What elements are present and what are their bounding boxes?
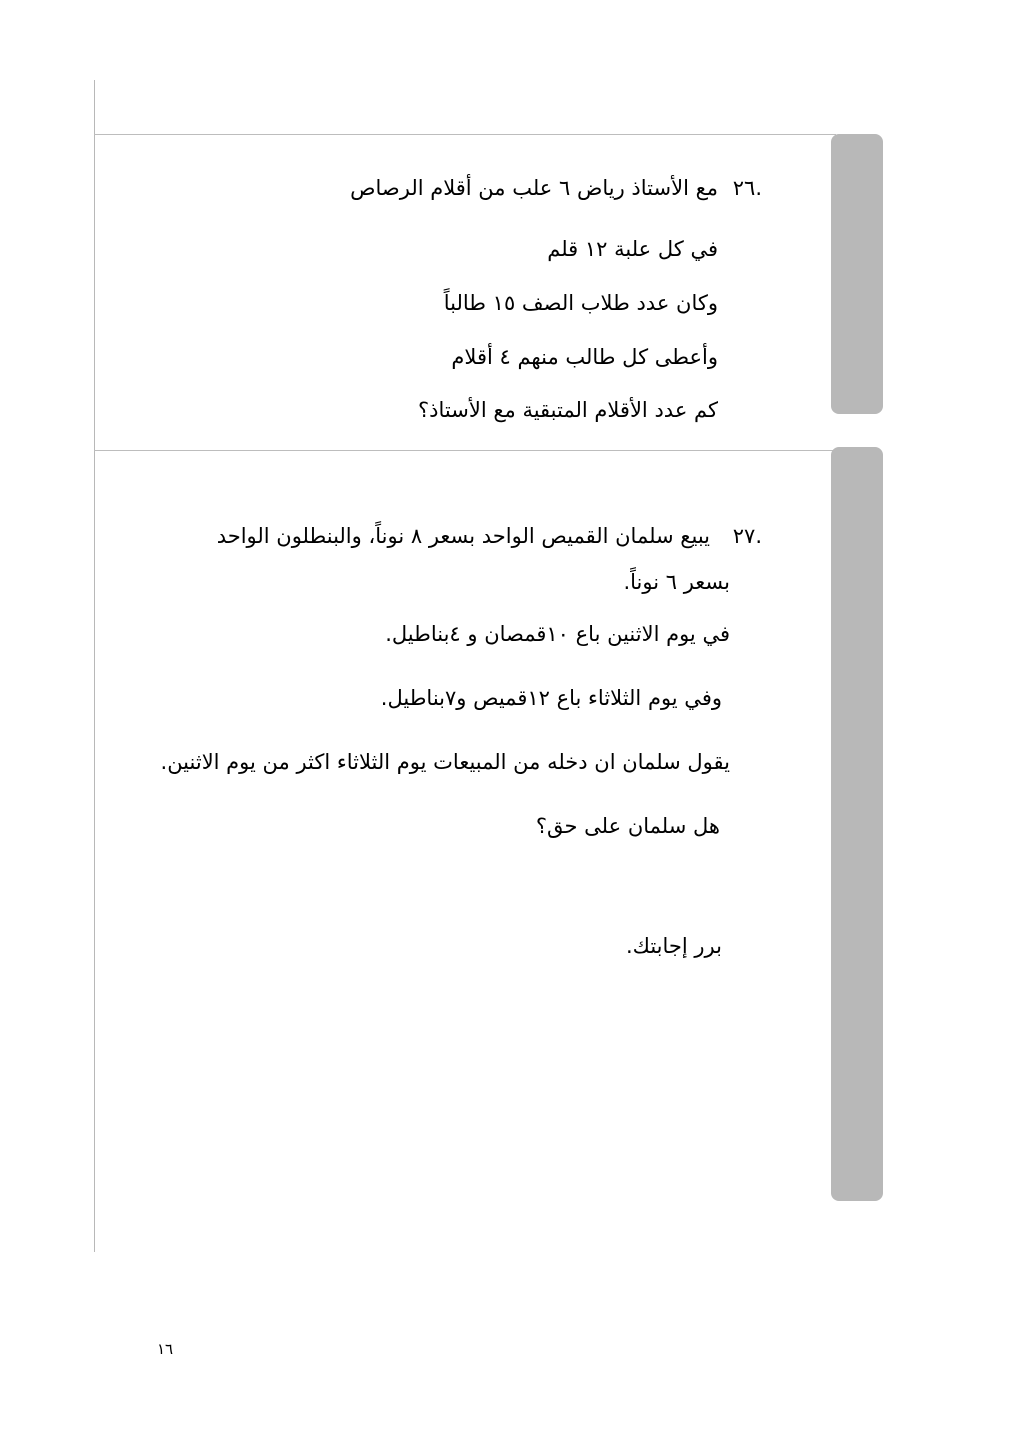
question-27-number: ٢٧. bbox=[732, 524, 762, 548]
question-divider bbox=[94, 450, 836, 451]
side-tab-question-27 bbox=[831, 447, 883, 1201]
question-27-line-7: برر إجابتك. bbox=[625, 934, 722, 958]
question-26-line-1: مع الأستاذ رياض ٦ علب من أقلام الرصاص bbox=[350, 176, 718, 200]
question-26-line-3: وكان عدد طلاب الصف ١٥ طالباً bbox=[443, 291, 718, 315]
page-number: ١٦ bbox=[156, 1340, 174, 1358]
question-26-line-2: في كل علبة ١٢ قلم bbox=[547, 237, 718, 261]
question-27-line-6: هل سلمان على حق؟ bbox=[535, 814, 720, 838]
top-divider bbox=[94, 134, 836, 135]
question-27-line-4: وفي يوم الثلاثاء باع ١٢قميص و٧بناطيل. bbox=[380, 686, 722, 710]
side-tab-question-26 bbox=[831, 134, 883, 414]
question-27-line-2: بسعر ٦ نوناً. bbox=[623, 570, 730, 594]
question-27-line-3: في يوم الاثنين باع ١٠قمصان و ٤بناطيل. bbox=[385, 622, 730, 646]
question-26-line-4: وأعطى كل طالب منهم ٤ أقلام bbox=[451, 345, 718, 369]
question-26-number: ٢٦. bbox=[732, 176, 762, 200]
question-27-line-1: يبيع سلمان القميص الواحد بسعر ٨ نوناً، والبنطلون الواحد bbox=[216, 524, 710, 548]
question-27-line-5: يقول سلمان ان دخله من المبيعات يوم الثلاثاء اكثر من يوم الاثنين. bbox=[160, 750, 730, 774]
left-margin-rule bbox=[94, 80, 95, 1252]
question-26-line-5: كم عدد الأقلام المتبقية مع الأستاذ؟ bbox=[418, 398, 718, 422]
